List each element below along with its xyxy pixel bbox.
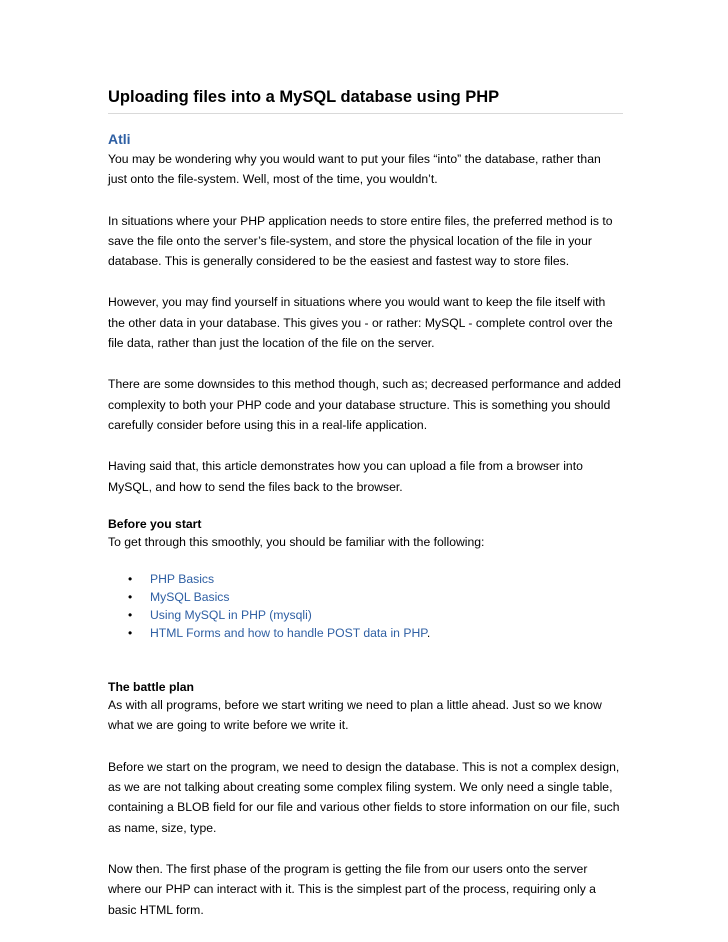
battle-plan-paragraph-1: As with all programs, before we start writing we need to plan a little ahead. Just so we know what we are going to write before we write it. <box>108 698 602 733</box>
bullet-icon: • <box>128 626 133 641</box>
list-item <box>128 588 623 606</box>
section-intro-before-you-start: To get through this smoothly, you should be familiar with the following: <box>108 534 485 549</box>
intro-paragraph-5: Having said that, this article demonstrates how you can upload a file from a browser into MySQL, and how to send the files back to the browser. <box>108 459 583 494</box>
section-heading-battle-plan: The battle plan <box>108 680 194 695</box>
bullet-icon: • <box>128 572 133 587</box>
list-item <box>128 624 623 642</box>
battle-plan-paragraph-2: Before we start on the program, we need to design the database. This is not a complex design, as we are not talking about creating some complex filing system. We only need a single table, containing a BLOB field for our file and various other fields to store information on our file, such as name, size, type. <box>108 759 620 835</box>
document-page <box>108 86 623 920</box>
battle-plan-paragraph-3: Now then. The first phase of the program is getting the file from our users onto the server where our PHP can interact with it. This is the simplest part of the process, requiring only a basic HTML form. <box>108 861 596 917</box>
list-item <box>128 570 623 588</box>
list-item-trailing-period: . <box>426 626 431 641</box>
intro-paragraph-3: However, you may find yourself in situations where you would want to keep the file itself with the other data in your database. This gives you - or rather: MySQL - complete control over the file data, rather than just the location of the file on the server. <box>108 295 613 351</box>
prereq-link-mysql-basics[interactable]: MySQL Basics <box>150 590 230 605</box>
article-author: Atli <box>108 131 131 147</box>
bullet-icon: • <box>128 590 133 605</box>
prereq-link-mysqli[interactable]: Using MySQL in PHP (mysqli) <box>150 608 312 623</box>
list-item <box>128 606 623 624</box>
bullet-icon: • <box>128 608 133 623</box>
intro-paragraph-4: There are some downsides to this method though, such as; decreased performance and added complexity to both your PHP code and your database structure. This is something you should carefully consider before using this in a real-life application. <box>108 377 621 432</box>
section-heading-before-you-start: Before you start <box>108 516 202 531</box>
intro-paragraph-1: You may be wondering why you would want to put your files “into” the database, rather than just onto the file-system. Well, most of the time, you wouldn’t. <box>108 152 601 187</box>
intro-paragraph-2: In situations where your PHP application needs to store entire files, the preferred method is to save the file onto the server’s file-system, and store the physical location of the file in your database. This is generally considered to be the easiest and fastest way to store files. <box>108 213 613 269</box>
article-title: Uploading files into a MySQL database using PHP <box>108 86 623 114</box>
prereq-link-html-forms[interactable]: HTML Forms and how to handle POST data in PHP <box>150 626 427 641</box>
prereq-link-php-basics[interactable]: PHP Basics <box>150 572 215 587</box>
prerequisites-list <box>108 570 623 642</box>
